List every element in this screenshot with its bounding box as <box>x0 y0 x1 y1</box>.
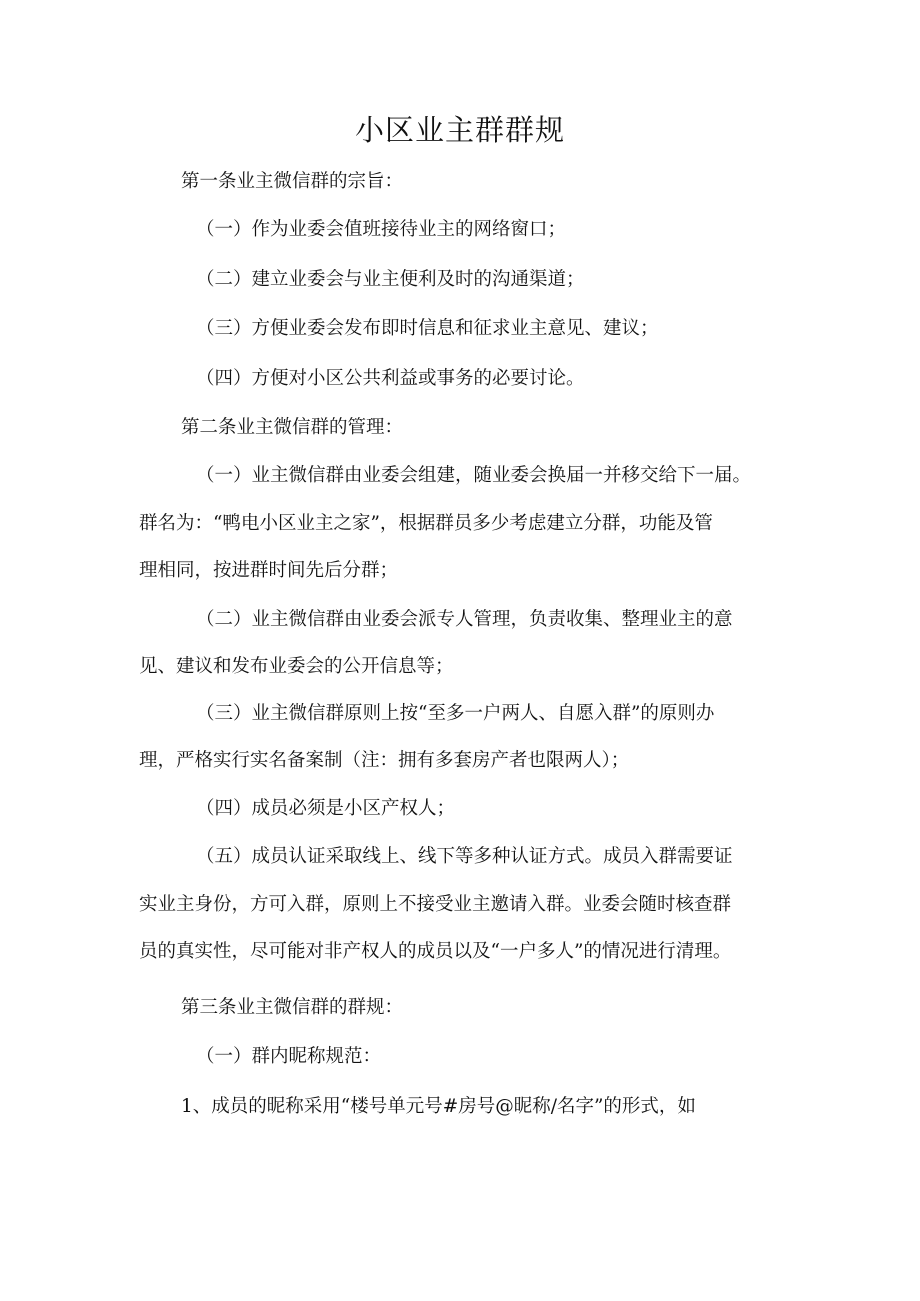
article-2-item-3-line-1: （三）业主微信群原则上按“至多一户两人、自愿入群”的原则办 <box>196 703 715 724</box>
article-2-item-5-line-3: 员的真实性，尽可能对非产权人的成员以及“一户多人”的情况进行清理。 <box>139 941 732 962</box>
article-2-item-2-line-1: （二）业主微信群由业委会派专人管理，负责收集、整理业主的意 <box>196 609 733 630</box>
article-2-item-5-line-1: （五）成员认证采取线上、线下等多种认证方式。成员入群需要证 <box>196 846 733 867</box>
article-3-rule-1: 1、成员的昵称采用“楼号单元号#房号@昵称/名字”的形式，如 <box>181 1096 696 1117</box>
article-2-item-5-line-2: 实业主身份，方可入群，原则上不接受业主邀请入群。业委会随时核查群 <box>139 894 732 915</box>
document-title: 小区业主群群规 <box>354 113 565 147</box>
article-2-item-3-line-2: 理，严格实行实名备案制（注：拥有多套房产者也限两人）； <box>139 750 630 771</box>
article-2-item-4: （四）成员必须是小区产权人； <box>196 798 456 819</box>
article-1-item-2: （二）建立业委会与业主便利及时的沟通渠道； <box>196 269 585 290</box>
article-2-item-1-line-3: 理相同，按进群时间先后分群； <box>139 560 399 581</box>
article-1-item-1: （一）作为业委会值班接待业主的网络窗口； <box>196 219 567 240</box>
article-2-item-1-line-2: 群名为：“鸭电小区业主之家”，根据群员多少考虑建立分群，功能及管 <box>139 513 713 534</box>
article-2-item-2-line-2: 见、建议和发布业委会的公开信息等； <box>139 656 454 677</box>
article-1-item-3: （三）方便业委会发布即时信息和征求业主意见、建议； <box>196 318 659 339</box>
article-2-heading: 第二条业主微信群的管理： <box>181 417 404 438</box>
article-3-heading: 第三条业主微信群的群规： <box>181 997 404 1018</box>
article-1-item-4: （四）方便对小区公共利益或事务的必要讨论。 <box>196 368 585 389</box>
article-1-heading: 第一条业主微信群的宗旨： <box>181 171 404 192</box>
article-2-item-1-line-1: （一）业主微信群由业委会组建，随业委会换届一并移交给下一届。 <box>196 465 752 486</box>
article-3-item-1: （一）群内昵称规范： <box>196 1046 382 1067</box>
